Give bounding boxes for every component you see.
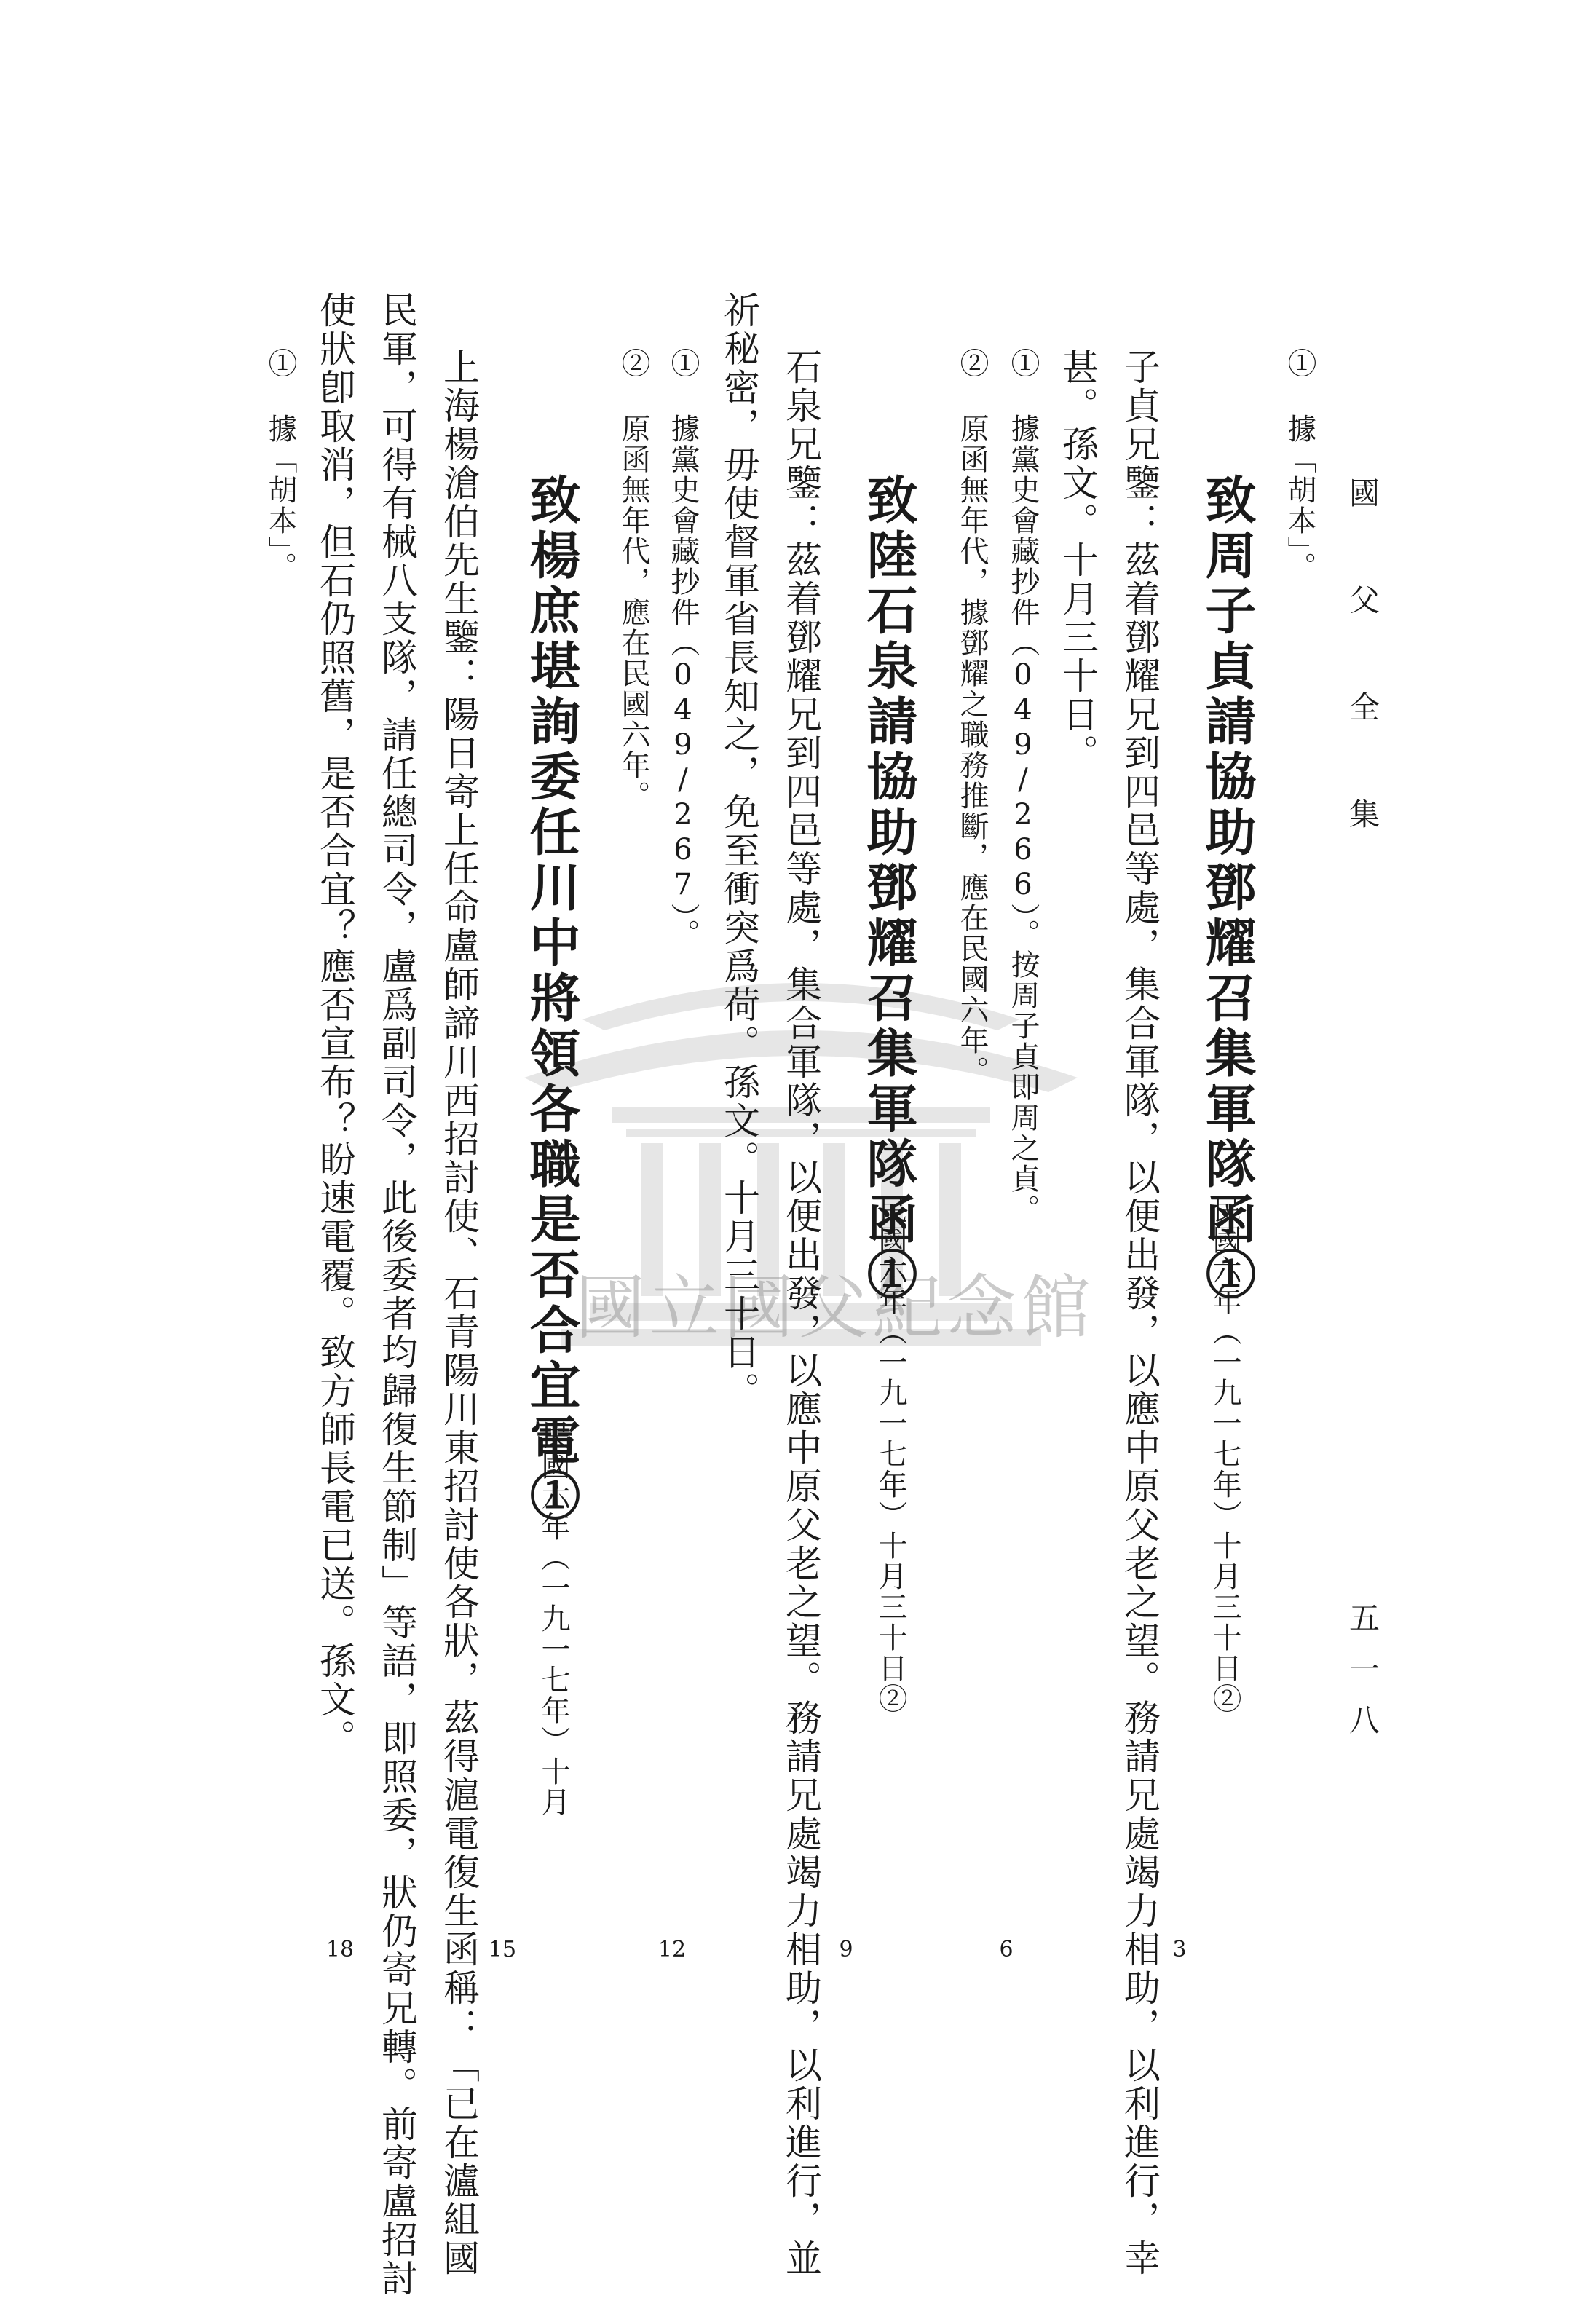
- line-number: 3: [1172, 1937, 1187, 1962]
- letter-body-line: 使狀卽取消，但石仍照舊，是否合宜？應否宣布？盼速電覆。致方師長電已送。孫文。: [314, 291, 356, 1758]
- letter-body-line: 上海楊滄伯先生鑒：陽日寄上任命盧師諦川西招討使、石青陽川東招討使各狀，茲得滬電復生函稱：「已在瀘組國: [438, 348, 480, 2278]
- footnote: ① 據黨史會藏抄件（049/267）。: [666, 348, 700, 949]
- book-title: 國 父 全 集: [1345, 477, 1380, 849]
- letter-date: 民國六年（一九一七年）十月三十日②: [1208, 1194, 1241, 1714]
- line-number: 9: [839, 1937, 853, 1962]
- line-number: 18: [325, 1937, 355, 1962]
- footnote: ① 據黨史會藏抄件（049/266）。按周子貞即周之貞。: [1006, 348, 1040, 1225]
- letter-date: 民國六年（一九一七年）十月: [537, 1420, 570, 1817]
- footnote: ① 據「胡本」。: [264, 348, 297, 583]
- letter-body-line: 祈秘密，毋使督軍省長知之，免至衝突爲荷。孫文。十月三十日。: [718, 291, 760, 1410]
- letter-body-line: 石泉兄鑒：茲着鄧耀兄到四邑等處，集合軍隊，以便出發，以應中原父老之望。務請兄處竭力相助，以利進行，並: [780, 348, 822, 2278]
- watermark-text: 國立國父紀念館: [575, 1267, 1095, 1349]
- footnote: ① 據「胡本」。: [1283, 348, 1316, 583]
- letter-body-line: 民軍，可得有械八支隊，請任總司令，盧爲副司令，此後委者均歸復生節制」等語，即照委，狀仍寄兄轉。前寄盧招討: [376, 291, 418, 2298]
- footnote: ② 原函無年代，據鄧耀之職務推斷，應在民國六年。: [955, 348, 989, 1086]
- footnote: ② 原函無年代，應在民國六年。: [617, 348, 650, 811]
- letter-title: 致陸石泉請協助鄧耀召集軍隊函①: [858, 473, 919, 1303]
- letter-title: 致周子貞請協助鄧耀召集軍隊函①: [1197, 473, 1257, 1303]
- letter-date: 民國六年（一九一七年）十月三十日②: [874, 1194, 907, 1714]
- line-number: 15: [488, 1937, 517, 1962]
- letter-body-line: 子貞兄鑒：茲着鄧耀兄到四邑等處，集合軍隊，以便出發，以應中原父老之望。務請兄處竭力相助，以利進行，幸: [1118, 348, 1161, 2278]
- line-number: 12: [657, 1937, 687, 1962]
- letter-body-line: 甚。孫文。十月三十日。: [1056, 348, 1099, 773]
- page-number: 五一八: [1345, 1602, 1380, 1755]
- letter-title: 致楊庶堪詢委任川中將領各職是否合宜電①: [521, 473, 582, 1525]
- line-number: 6: [999, 1937, 1014, 1962]
